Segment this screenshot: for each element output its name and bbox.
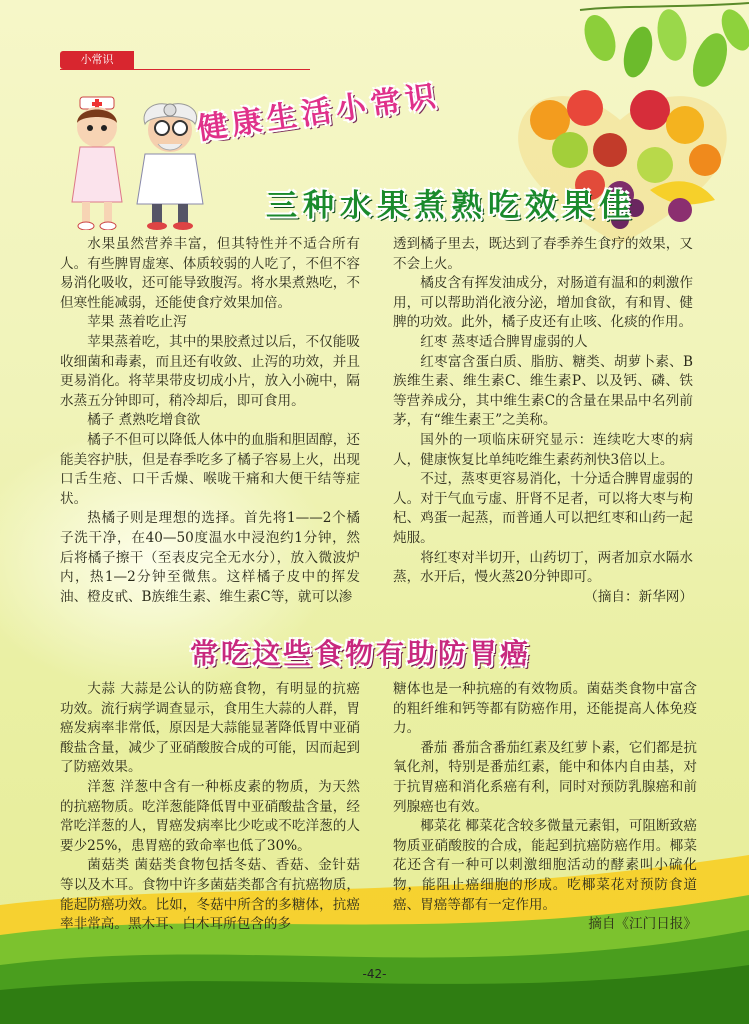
paragraph: 不过，蒸枣更容易消化，十分适合脾胃虚弱的人。对于气血亏虚、肝肾不足者，可以将大枣与枸杞、鸡蛋一起蒸，而普通人可以把红枣和山药一起炖服。 bbox=[393, 471, 693, 546]
page-number: -42- bbox=[362, 967, 387, 981]
article2-column-right bbox=[393, 680, 697, 935]
article1-column-left bbox=[60, 235, 360, 607]
article2-source: 摘自《江门日报》 bbox=[588, 916, 697, 933]
paragraph: 洋葱 洋葱中含有一种栎皮素的物质，为天然的抗癌物质。吃洋葱能降低胃中亚硝酸盐含量，经常吃洋葱的人，胃癌发病率比少吃或不吃洋葱的人要少25%，患胃癌的致命率也低了30%。 bbox=[60, 778, 360, 854]
paragraph: 透到橘子里去，既达到了春季养生食疗的效果，又不会上火。 bbox=[393, 236, 693, 272]
paragraph: 糖体也是一种抗癌的有效物质。菌菇类食物中富含的粗纤维和钙等都有防癌作用，还能提高人体免疫力。 bbox=[393, 681, 697, 737]
paragraph: 热橘子则是理想的选择。首先将1——2个橘子洗干净，在40—50度温水中浸泡约1分钟，然后将橘子擦干（至表皮完全无水分），放入微波炉内，热1—2分钟至微焦。这样橘子皮中的挥发油、橙皮甙、B族维生素、维生素C等，就可以渗 bbox=[60, 510, 360, 605]
paragraph: 橘皮含有挥发油成分，对肠道有温和的刺激作用，可以帮助消化液分泌，增加食欲，有和胃、健脾的功效。此外，橘子皮还有止咳、化痰的作用。 bbox=[393, 275, 693, 331]
article1-column-right bbox=[393, 235, 693, 607]
paragraph: 番茄 番茄含番茄红素及红萝卜素，它们都是抗氧化剂，特别是番茄红素，能中和体内自由基，对于抗胃癌和消化系癌有利，同时对预防乳腺癌和前列腺癌也有效。 bbox=[393, 739, 697, 815]
subheading: 橘子 煮熟吃增食欲 bbox=[87, 412, 201, 429]
article2-title: 常吃这些食物有助防胃癌 bbox=[190, 637, 532, 670]
paragraph: 水果虽然营养丰富，但其特性并不适合所有人。有些脾胃虚寒、体质较弱的人吃了，不但不容易消化吸收，还可能导致腹泻。将水果煮熟吃，不但寒性能减弱，还能使食疗效果加倍。 bbox=[60, 236, 360, 311]
nurse-illustration bbox=[60, 95, 135, 230]
paragraph: 菌菇类 菌菇类食物包括冬菇、香菇、金针菇等以及木耳。食物中许多菌菇类都含有抗癌物质，能起防癌功效。比如，冬菇中所含的多糖体，抗癌率非常高。黑木耳、白木耳所包含的多 bbox=[60, 857, 360, 933]
paragraph: 国外的一项临床研究显示：连续吃大枣的病人，健康恢复比单纯吃维生素药剂快3倍以上。 bbox=[393, 431, 693, 468]
paragraph: 大蒜 大蒜是公认的防癌食物，有明显的抗癌功效。流行病学调查显示，食用生大蒜的人群，胃癌发病率非常低，原因是大蒜能显著降低胃中亚硝酸盐含量，减少了亚硝酸胺合成的可能，因而起到了防癌效果。 bbox=[60, 681, 360, 776]
page-title: 健康生活小常识 bbox=[194, 78, 443, 148]
article1-title: 三种水果煮熟吃效果佳 bbox=[266, 188, 636, 224]
header-divider bbox=[60, 69, 310, 70]
section-tag: 小常识 bbox=[60, 51, 134, 69]
subheading: 苹果 蒸着吃止泻 bbox=[87, 314, 187, 331]
paragraph: 红枣富含蛋白质、脂肪、糖类、胡萝卜素、B族维生素、维生素C、维生素P、以及钙、磷、铁等营养成分，其中维生素C的含量在果品中名列前茅，有“维生素王”之美称。 bbox=[393, 353, 693, 429]
paragraph: 苹果蒸着吃，其中的果胶煮过以后，不仅能吸收细菌和毒素，而且还有收敛、止泻的功效，并且更易消化。将苹果带皮切成小片，放入小碗中，隔水蒸五分钟即可，稍冷却后，即可食用。 bbox=[60, 333, 360, 409]
paragraph: 将红枣对半切开，山药切丁，两者加京水隔水蒸，水开后，慢火蒸20分钟即可。 bbox=[393, 549, 693, 586]
subheading: 红枣 蒸枣适合脾胃虚弱的人 bbox=[420, 333, 588, 350]
article1-source: （摘自：新华网） bbox=[584, 588, 693, 605]
article2-column-left bbox=[60, 680, 360, 935]
paragraph: 橘子不但可以降低人体中的血脂和胆固醇，还能美容护肤，但是春季吃多了橘子容易上火，出现口舌生疮、口干舌燥、喉咙干痛和大便干结等症状。 bbox=[60, 431, 360, 507]
paragraph: 椰菜花 椰菜花含较多微量元素钼，可阻断致癌物质亚硝酸胺的合成，能起到抗癌防癌作用。椰菜花还含有一种可以刺激细胞活动的酵素叫小硫化物，能阻止癌细胞的形成。吃椰菜花对预防食道癌、胃癌等都有一定作用。 bbox=[393, 818, 697, 913]
